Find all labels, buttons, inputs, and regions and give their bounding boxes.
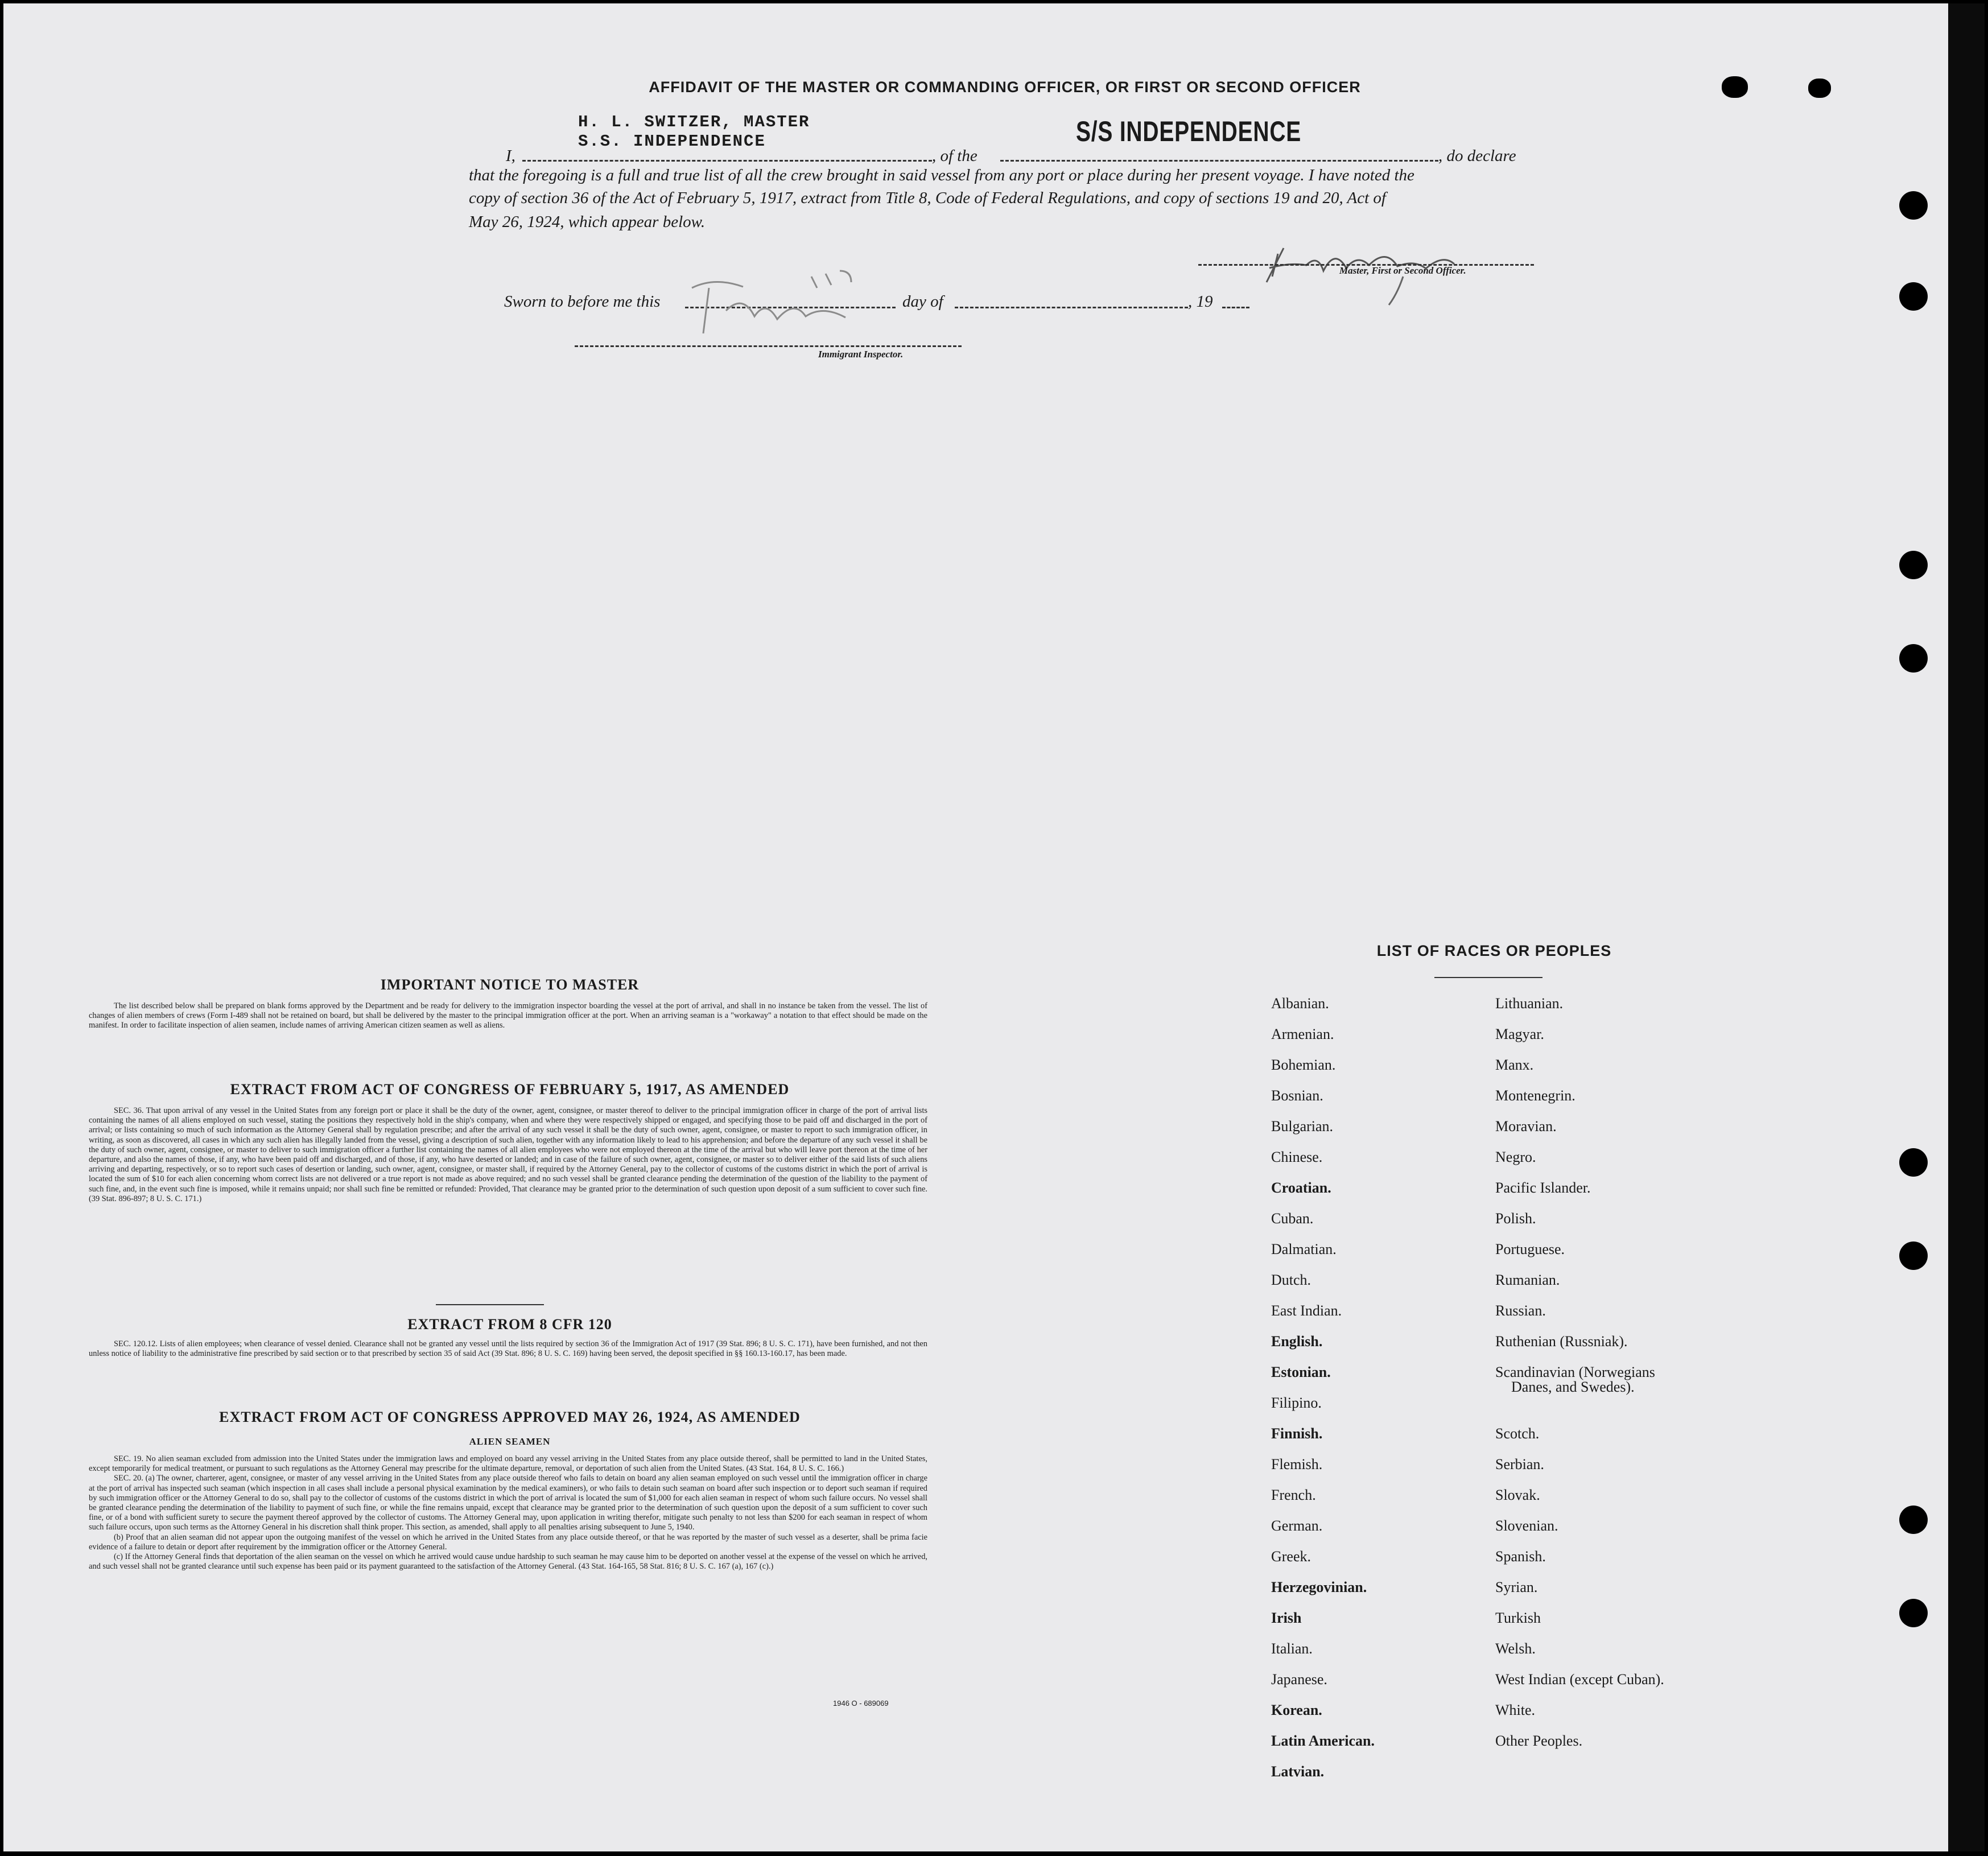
race-item: Latin American. xyxy=(1271,1733,1375,1749)
extract-1924-body xyxy=(89,1454,927,1572)
race-item: Flemish. xyxy=(1271,1456,1323,1473)
race-item: Serbian. xyxy=(1495,1456,1544,1473)
race-item: Russian. xyxy=(1495,1302,1546,1319)
affidavit-line-3: copy of section 36 of the Act of February 5, 1917, extract from Title 8, Code of Federal Regulations, and copy of sections 19 and 20, Act of xyxy=(469,189,1386,207)
race-item: Magyar. xyxy=(1495,1026,1544,1042)
race-item: Herzegovinian. xyxy=(1271,1579,1367,1595)
race-item: Croatian. xyxy=(1271,1179,1331,1196)
typed-vessel-line: S.S. INDEPENDENCE xyxy=(578,132,766,151)
affidavit-title: AFFIDAVIT OF THE MASTER OR COMMANDING OFFICER, OR FIRST OR SECOND OFFICER xyxy=(649,79,1361,96)
manifest-page xyxy=(3,3,1948,1851)
print-code: 1946 O - 689069 xyxy=(833,1699,889,1707)
section-20c-paragraph: (c) If the Attorney General finds that deportation of the alien seaman on the vessel on which he arrived would cause undue hardship to such seaman he may cause him to be deported on another vessel at the expense of the vessel on which he arrived, and such vessel shall not be granted clearance until such expense has been paid or its payment guaranteed to the satisfaction of the Attorney General. (43 Stat. 164-165, 58 Stat. 816; 8 U. S. C. 167 (a), 167 (c).) xyxy=(89,1552,927,1572)
year-prefix-label: , 19 xyxy=(1188,292,1213,311)
alien-seamen-subheading: ALIEN SEAMEN xyxy=(469,1436,551,1447)
punch-hole xyxy=(1899,282,1928,311)
race-item: Turkish xyxy=(1495,1610,1541,1626)
race-item: Scandinavian (Norwegians xyxy=(1495,1364,1655,1380)
race-item: Filipino. xyxy=(1271,1395,1322,1411)
race-item: Korean. xyxy=(1271,1702,1322,1718)
race-item: Montenegrin. xyxy=(1495,1087,1575,1104)
race-item: Dalmatian. xyxy=(1271,1241,1337,1257)
year-line xyxy=(1222,307,1249,308)
divider xyxy=(436,1304,544,1305)
race-item: German. xyxy=(1271,1517,1323,1534)
inspector-caption: Immigrant Inspector. xyxy=(818,349,904,360)
punch-hole xyxy=(1899,1599,1928,1627)
race-item: Danes, and Swedes). xyxy=(1511,1379,1635,1395)
race-item: French. xyxy=(1271,1487,1316,1503)
master-signature xyxy=(1255,214,1494,311)
race-item: Spanish. xyxy=(1495,1548,1546,1565)
race-item: Manx. xyxy=(1495,1057,1534,1073)
race-item: Welsh. xyxy=(1495,1640,1536,1657)
races-divider xyxy=(1434,977,1542,978)
punch-hole xyxy=(1899,551,1928,579)
extract-cfr-heading: EXTRACT FROM 8 CFR 120 xyxy=(407,1316,612,1333)
do-declare-label: , do declare xyxy=(1438,147,1516,165)
race-item: English. xyxy=(1271,1333,1323,1350)
affidavit-line-2: that the foregoing is a full and true list of all the crew brought in said vessel from any port or place during her present voyage. I have noted the xyxy=(469,166,1414,184)
race-item: West Indian (except Cuban). xyxy=(1495,1671,1664,1688)
race-item: Estonian. xyxy=(1271,1364,1331,1380)
race-item: Rumanian. xyxy=(1495,1272,1560,1288)
race-item: Bosnian. xyxy=(1271,1087,1323,1104)
punch-hole xyxy=(1899,644,1928,673)
section-20b-paragraph: (b) Proof that an alien seaman did not appear upon the outgoing manifest of the vessel on which he arrived in the United States from any place outside thereof, or that he was reported by the master of such vessel as a deserter, shall be prima facie evidence of a failure to detain or deport after requirement by the immigration officer or the Attorney General. xyxy=(89,1532,927,1552)
race-item: East Indian. xyxy=(1271,1302,1342,1319)
name-line xyxy=(522,160,932,162)
race-item: Lithuanian. xyxy=(1495,995,1564,1012)
notice-paragraph: The list described below shall be prepared on blank forms approved by the Department and be ready for delivery to the immigration inspector boarding the vessel at the port of arrival, and shall in no instance be taken from the vessel. The list of changes of alien members of crews (Form I-489 shall not be retained on board, but shall be delivered by the master to the principal immigration officer at the port. When an arriving seaman is a "workaway" a notation to that effect should be made on the manifest. In order to facilitate inspection of alien seamen, include names of arriving American citizen seamen as well as aliens. xyxy=(89,1001,927,1030)
punch-hole xyxy=(1899,1242,1928,1270)
race-item: Portuguese. xyxy=(1495,1241,1565,1257)
inspector-line xyxy=(575,345,962,347)
punch-hole xyxy=(1899,191,1928,220)
extract-1924-heading: EXTRACT FROM ACT OF CONGRESS APPROVED MAY 26, 1924, AS AMENDED xyxy=(219,1409,801,1425)
race-item: White. xyxy=(1495,1702,1536,1718)
race-item: Syrian. xyxy=(1495,1579,1538,1595)
race-item: Chinese. xyxy=(1271,1149,1323,1165)
day-of-label: day of xyxy=(902,292,943,311)
affidavit-line-4: May 26, 1924, which appear below. xyxy=(469,213,706,231)
race-item: Albanian. xyxy=(1271,995,1329,1012)
extract-1917-heading: EXTRACT FROM ACT OF CONGRESS OF FEBRUARY 5, 1917, AS AMENDED xyxy=(230,1081,790,1098)
race-item: Armenian. xyxy=(1271,1026,1334,1042)
race-item: Italian. xyxy=(1271,1640,1313,1657)
notice-body xyxy=(89,1001,927,1031)
race-item: Slovenian. xyxy=(1495,1517,1558,1534)
race-item: Finnish. xyxy=(1271,1425,1323,1442)
race-item: Latvian. xyxy=(1271,1763,1325,1780)
race-item: Scotch. xyxy=(1495,1425,1540,1442)
race-item: Bohemian. xyxy=(1271,1057,1336,1073)
section-36-paragraph: SEC. 36. That upon arrival of any vessel in the United States from any foreign port or place it shall be the duty of the owner, agent, consignee, or master thereof to deliver to the principal immigration officer in charge of the port of arrival lists containing the names of all aliens employed on such vessel, stating the positions they respectively hold in the ship's company, when and where they were respectively shipped or engaged, and specifying those to be paid off and discharged in the port of arrival; or lists containing so much of such information as the Attorney General shall by regulation prescribe; and after the arrival of any such vessel it shall be the duty of such owner, agent, consignee, or master to report to such immigration officer, in writing, as soon as discovered, all cases in which any such alien has illegally landed from the vessel, giving a description of such alien, together with any information likely to lead to his apprehension; and before the departure of any such vessel it shall be the duty of such owner, agent, consignee, or master to deliver to such immigration officer a further list containing the names of all alien employees who were not employed thereon at the time of the arrival but who will leave port thereon at the time of her departure, and also the names of those, if any, who have been paid off and discharged, and of those, if any, who have deserted or landed; and in case of the failure of such owner, agent, consignee, or master so to deliver either of the said lists of such aliens arriving and departing, respectively, or so to report such cases of desertion or landing, such owner, agent, consignee, or master shall, if required by the Attorney General, pay to the collector of customs of the customs district in which the port of arrival is located the sum of $10 for each alien concerning whom correct lists are not delivered or a true report is not made as above required; and no such vessel shall be granted clearance pending the determination of the question of the liability to the payment of such fine, and, in the event such fine is imposed, while it remains unpaid; nor shall such fine be remitted or refunded: Provided, That clearance may be granted prior to the determination of such question upon deposit of a sum sufficient to cover such fine. (39 Stat. 896-897; 8 U. S. C. 171.) xyxy=(89,1106,927,1203)
extract-cfr-body xyxy=(89,1339,927,1359)
race-item: Moravian. xyxy=(1495,1118,1557,1135)
punch-hole xyxy=(1899,1506,1928,1534)
signature-caption: Master, First or Second Officer. xyxy=(1339,265,1466,276)
race-item: Slovak. xyxy=(1495,1487,1540,1503)
race-item: Irish xyxy=(1271,1610,1302,1626)
race-item: Bulgarian. xyxy=(1271,1118,1334,1135)
ink-smudge xyxy=(1722,76,1748,98)
sworn-label: Sworn to before me this xyxy=(504,292,661,311)
month-line xyxy=(955,307,1188,308)
race-item: Dutch. xyxy=(1271,1272,1311,1288)
races-title: LIST OF RACES OR PEOPLES xyxy=(1376,942,1612,959)
of-the-label: , of the xyxy=(932,147,977,165)
race-item: Greek. xyxy=(1271,1548,1311,1565)
race-item: Other Peoples. xyxy=(1495,1733,1583,1749)
notice-heading: IMPORTANT NOTICE TO MASTER xyxy=(380,976,640,993)
race-item: Polish. xyxy=(1495,1210,1536,1227)
inspector-signature xyxy=(680,254,897,350)
race-item: Negro. xyxy=(1495,1149,1536,1165)
vessel-name-stamp: S/S INDEPENDENCE xyxy=(1076,116,1302,147)
extract-1917-body xyxy=(89,1106,927,1204)
section-20a-paragraph: SEC. 20. (a) The owner, charterer, agent, consignee, or master of any vessel arriving in the United States from any place outside thereof who fails to detain on board any alien seaman employed on such vessel until the immigration officer in charge at the port of arrival has inspected such seaman (which inspection in all cases shall include a personal physical examination by the medical examiners), or who fails to detain such seaman on board after such inspection or to deport such seaman if required by such immigration officer or the Attorney General to do so, shall pay to the collector of customs of the customs district in which the port of arrival is located the sum of $1,000 for each alien seaman in respect of whom such failure occurs. No vessel shall be granted clearance pending the determination of the liability to payment of such fine, or while the fine remains unpaid, except that clearance may be granted prior to the determination of such question upon the deposit of a sum sufficient to cover such fine, or of a bond with sufficient surety to secure the payment thereof approved by the collector of customs. The Attorney General may, upon application in writing therefor, mitigate such penalty to not less than $200 for each seaman in respect of whom such failure occurs, upon such terms as the Attorney General in his discretion shall think proper. This section, as amended, shall apply to all penalties arising subsequent to June 5, 1940. xyxy=(89,1474,927,1532)
race-item: Pacific Islander. xyxy=(1495,1179,1591,1196)
race-item: Ruthenian (Russniak). xyxy=(1495,1333,1628,1350)
punch-hole xyxy=(1899,1148,1928,1177)
i-label: I, xyxy=(506,147,515,165)
race-item: Cuban. xyxy=(1271,1210,1314,1227)
section-120-paragraph: SEC. 120.12. Lists of alien employees; when clearance of vessel denied. Clearance shall not be granted any vessel until the lists required by section 36 of the Immigration Act of 1917 (39 Stat. 896; 8 U. S. C. 171), have been furnished, and not then unless notice of liability to the administrative fine prescribed by said section or to that prescribed by section 35 of said Act (39 Stat. 896; 8 U. S. C. 169) having been served, the deposit specified in §§ 160.13-160.17, has been made. xyxy=(89,1339,927,1359)
vessel-line xyxy=(1000,160,1438,162)
scan-edge xyxy=(1948,3,1985,1851)
ink-smudge xyxy=(1808,79,1831,98)
race-item: Japanese. xyxy=(1271,1671,1327,1688)
section-19-paragraph: SEC. 19. No alien seaman excluded from admission into the United States under the immigration laws and employed on board any vessel arriving in the United States from any place outside thereof, shall be permitted to land in the United States, except temporarily for medical treatment, or pursuant to such regulations as the Attorney General may prescribe for the ultimate departure, removal, or deportation of such alien from the United States. (43 Stat. 164, 8 U. S. C. 166.) xyxy=(89,1454,927,1474)
typed-master-name: H. L. SWITZER, MASTER xyxy=(578,113,810,131)
